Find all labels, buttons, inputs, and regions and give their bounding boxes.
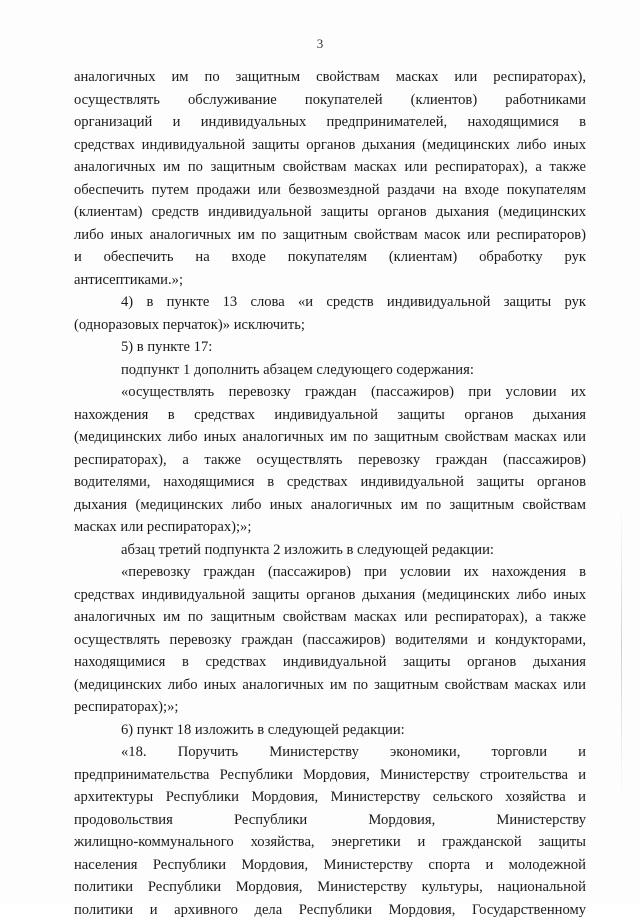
text-line: средствах индивидуальной защиты органов дыхания (медицинских либо иных (74, 134, 586, 157)
text-line-last: антисептиками.»; (74, 269, 586, 292)
text-line: находящимися в средствах индивидуальной защиты органов дыхания (74, 651, 586, 674)
paragraph (74, 381, 586, 539)
text-line: средствах индивидуальной защиты органов дыхания (медицинских либо иных (74, 584, 586, 607)
text-line-last: подпункт 1 дополнить абзацем следующего содержания: (74, 359, 586, 382)
text-line-last: (одноразовых перчаток)» исключить; (74, 314, 586, 337)
page-number: 3 (0, 36, 640, 52)
text-line: (медицинских либо иных аналогичных им по защитным свойствам масках или (74, 674, 586, 697)
text-line: аналогичных им по защитным свойствам масках или респираторах), а также (74, 606, 586, 629)
text-line-last: 6) пункт 18 изложить в следующей редакции: (74, 719, 586, 742)
scan-shadow-line (621, 500, 622, 800)
text-line: «перевозку граждан (пассажиров) при условии их нахождения в (74, 561, 586, 584)
document-body (74, 66, 586, 921)
paragraph (74, 561, 586, 719)
text-line: осуществлять обслуживание покупателей (клиентов) работниками (74, 89, 586, 112)
text-line: предпринимательства Республики Мордовия, Министерству строительства и (74, 764, 586, 787)
paragraph (74, 291, 586, 336)
text-line: «18. Поручить Министерству экономики, торговли и (74, 741, 586, 764)
text-line: населения Республики Мордовия, Министерству спорта и молодежной (74, 854, 586, 877)
paragraph (74, 336, 586, 359)
text-line: 4) в пункте 13 слова «и средств индивидуальной защиты рук (74, 291, 586, 314)
text-line: (медицинских либо иных аналогичных им по защитным свойствам масках или (74, 426, 586, 449)
text-line: респираторах), а также осуществлять перевозку граждан (пассажиров) (74, 449, 586, 472)
text-line: осуществлять перевозку граждан (пассажиров) водителями и кондукторами, (74, 629, 586, 652)
text-line: жилищно-коммунального хозяйства, энергетики и гражданской защиты (74, 831, 586, 854)
paragraph (74, 359, 586, 382)
paragraph (74, 719, 586, 742)
paragraph (74, 66, 586, 291)
text-line: дыхания (медицинских либо иных аналогичных им по защитным свойствам (74, 494, 586, 517)
paragraph (74, 741, 586, 921)
text-line: нахождения в средствах индивидуальной защиты органов дыхания (74, 404, 586, 427)
text-line: водителями, находящимися в средствах индивидуальной защиты органов (74, 471, 586, 494)
text-line: либо иных аналогичных им по защитным свойствам масок или респираторов) (74, 224, 586, 247)
text-line: (клиентам) средств индивидуальной защиты органов дыхания (медицинских (74, 201, 586, 224)
text-line-last: масках или респираторах);»; (74, 516, 586, 539)
text-line: аналогичных им по защитным свойствам масках или респираторах), а также (74, 156, 586, 179)
text-line-last: респираторах);»; (74, 696, 586, 719)
text-line: аналогичных им по защитным свойствам масках или респираторах), (74, 66, 586, 89)
text-line-last: 5) в пункте 17: (74, 336, 586, 359)
text-line: и обеспечить на входе покупателям (клиентам) обработку рук (74, 246, 586, 269)
text-line: продовольствия Республики Мордовия, Министерству (74, 809, 586, 832)
text-line: архитектуры Республики Мордовия, Министерству сельского хозяйства и (74, 786, 586, 809)
text-line: организаций и индивидуальных предпринимателей, находящимися в (74, 111, 586, 134)
text-line-last: абзац третий подпункта 2 изложить в следующей редакции: (74, 539, 586, 562)
text-line: политики и архивного дела Республики Мордовия, Государственному (74, 899, 586, 921)
text-line: обеспечить путем продажи или безвозмездной раздачи на входе покупателям (74, 179, 586, 202)
text-line: политики Республики Мордовия, Министерству культуры, национальной (74, 876, 586, 899)
text-line: «осуществлять перевозку граждан (пассажиров) при условии их (74, 381, 586, 404)
paragraph (74, 539, 586, 562)
